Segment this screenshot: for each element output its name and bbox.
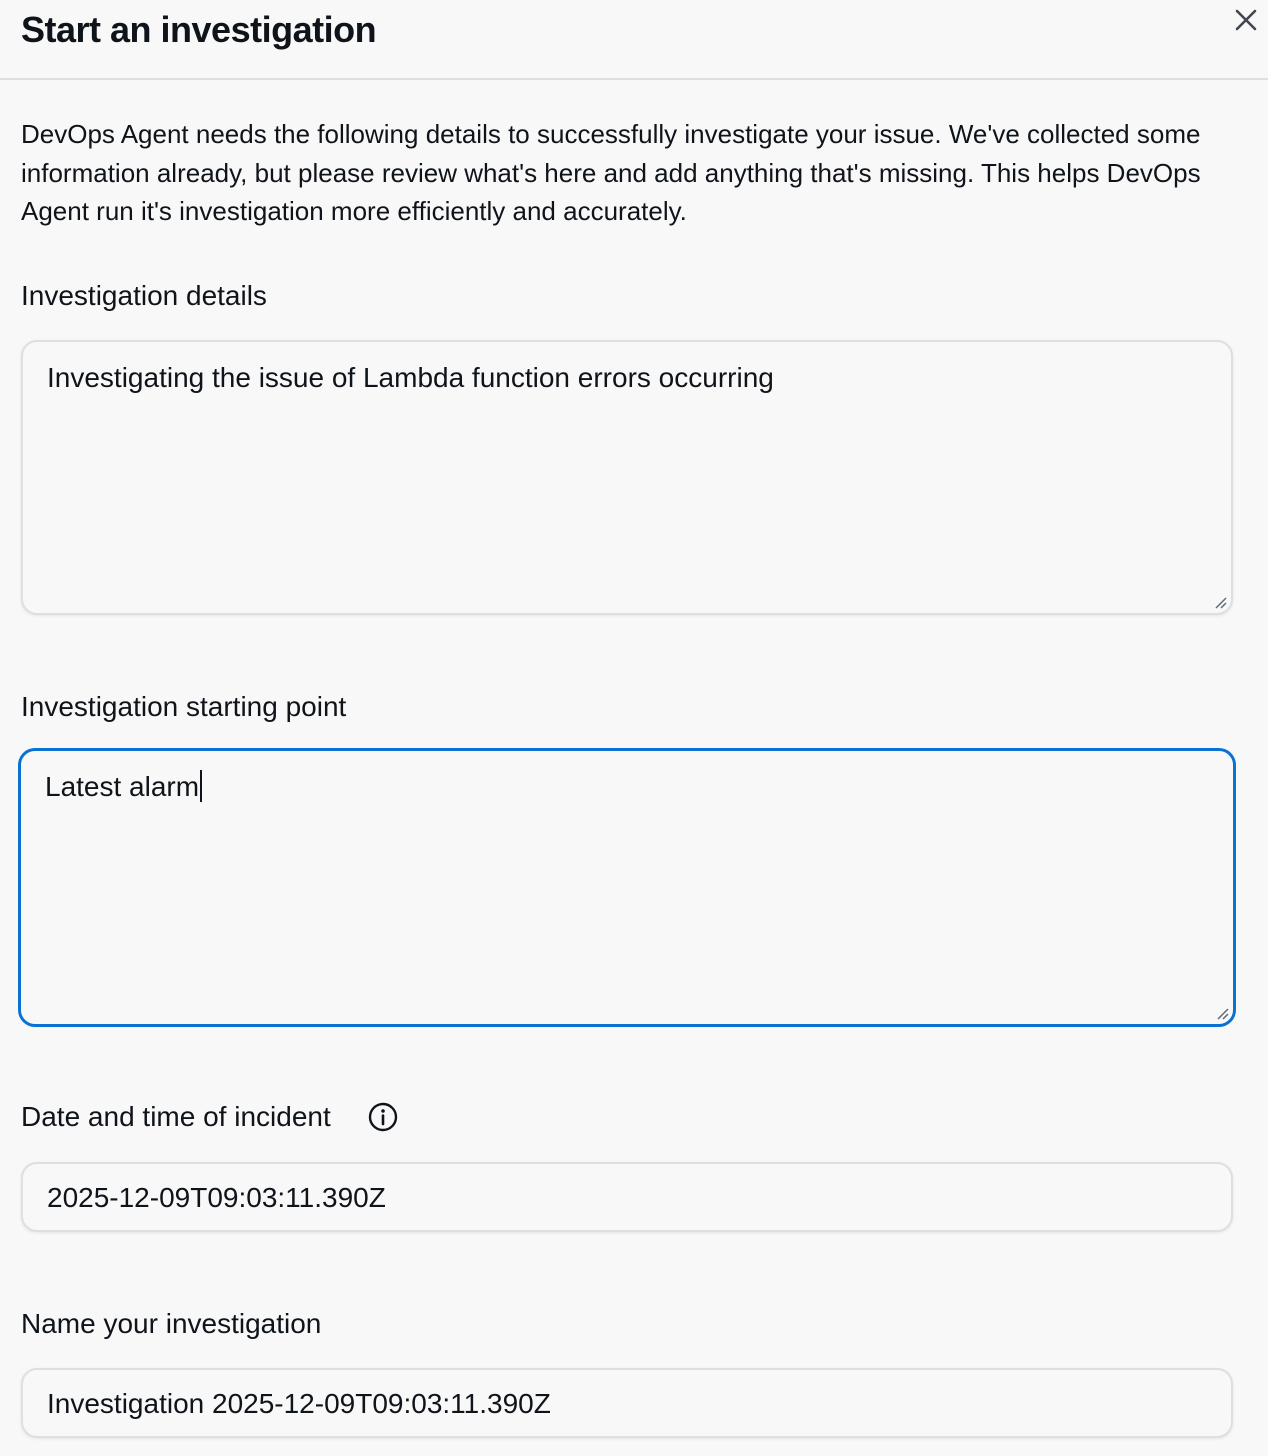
- investigation-details-value: Investigating the issue of Lambda function errors occurring: [47, 362, 774, 393]
- investigation-details-textarea[interactable]: [21, 340, 1233, 615]
- dialog-header: [0, 0, 1268, 80]
- incident-datetime-label: Date and time of incident: [21, 1101, 331, 1132]
- starting-point-value: Latest alarm: [45, 771, 200, 802]
- investigation-details-label: Investigation details: [21, 280, 267, 311]
- starting-point-textarea[interactable]: [19, 749, 1235, 1026]
- info-icon[interactable]: [367, 1101, 399, 1133]
- dialog-description: DevOps Agent needs the following details to successfully investigate your issue. We've collected some information already, but please review what's here and add anything that's missing. This helps DevOps Agent run it's investigation more efficiently and accurately.: [21, 119, 1201, 226]
- investigation-name-value: Investigation 2025-12-09T09:03:11.390Z: [47, 1388, 551, 1419]
- starting-point-label: Investigation starting point: [21, 691, 347, 722]
- investigation-name-input[interactable]: [21, 1368, 1233, 1438]
- investigation-name-label: Name your investigation: [21, 1308, 322, 1339]
- close-button[interactable]: [1228, 2, 1264, 38]
- text-cursor: [200, 770, 202, 802]
- incident-datetime-value: 2025-12-09T09:03:11.390Z: [47, 1182, 386, 1213]
- close-icon: [1228, 2, 1264, 38]
- resize-handle-icon[interactable]: [1215, 1006, 1229, 1020]
- incident-datetime-input[interactable]: [21, 1162, 1233, 1232]
- starting-point-text-wrapper: [45, 769, 202, 805]
- dialog-title: Start an investigation: [21, 9, 377, 50]
- resize-handle-icon[interactable]: [1213, 595, 1227, 609]
